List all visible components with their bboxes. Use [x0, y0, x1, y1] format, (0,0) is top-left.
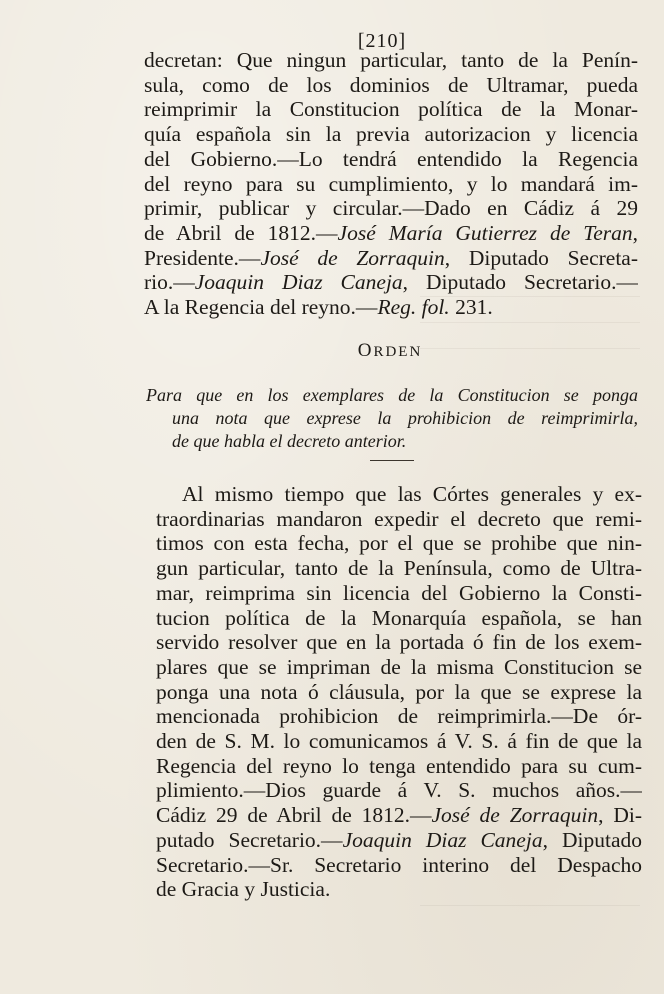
- heading-initial: O: [357, 340, 374, 361]
- text-line: mar, reimprima sin licencia del Gobierno la Consti-: [156, 580, 642, 605]
- order-subtitle: [146, 384, 638, 453]
- text-line: tucion política de la Monarquía española, se han: [156, 605, 642, 630]
- text-line: mencionada prohibicion de reimprimirla.—De ór-: [156, 704, 642, 729]
- text-line: putado Secretario.—Joaquin Diaz Caneja, Diputado: [156, 827, 642, 852]
- subtitle-line: Para que en los exemplares de la Constitucion se ponga: [146, 385, 638, 405]
- text-line: reimprimir la Constitucion política de la Monar-: [144, 97, 638, 122]
- section-heading-orden: [0, 340, 664, 362]
- text-line: quía española sin la previa autorizacion y licencia: [144, 122, 638, 147]
- text-line: traordinarias mandaron expedir el decreto que remi-: [156, 506, 642, 531]
- subtitle-line: de que habla el decreto anterior.: [172, 431, 407, 451]
- text-line: plares que se impriman de la misma Constitucion se: [156, 654, 642, 679]
- text-line: Cádiz 29 de Abril de 1812.—José de Zorraquin, Di-: [156, 803, 642, 828]
- text-line: sula, como de los dominios de Ultramar, pueda: [144, 72, 638, 97]
- heading-rest: RDEN: [373, 344, 423, 360]
- text-line: ponga una nota ó cláusula, por la que se exprese la: [156, 679, 642, 704]
- page-number: [210]: [357, 30, 407, 52]
- text-line: del reyno para su cumplimiento, y lo mandará im-: [144, 171, 638, 196]
- text-line: de Gracia y Justicia.: [156, 877, 331, 902]
- text-line: Secretario.—Sr. Secretario interino del Despacho: [156, 852, 642, 877]
- bleed-through-mark: [420, 905, 640, 906]
- text-line: gun particular, tanto de la Península, como de Ultra-: [156, 556, 642, 581]
- text-line: Presidente.—José de Zorraquin, Diputado Secreta-: [144, 245, 638, 270]
- decree-paragraph: [144, 48, 638, 320]
- text-line: Al mismo tiempo que las Córtes generales y ex-: [182, 482, 642, 506]
- text-line: del Gobierno.—Lo tendrá entendido la Regencia: [144, 146, 638, 171]
- text-line: de Abril de 1812.—José María Gutierrez de Teran,: [144, 220, 638, 245]
- text-line: primir, publicar y circular.—Dado en Cádiz á 29: [144, 196, 638, 221]
- subtitle-line: una nota que exprese la prohibicion de reimprimirla,: [172, 408, 638, 428]
- section-divider: [370, 460, 414, 461]
- text-line: A la Regencia del reyno.—Reg. fol. 231.: [144, 295, 493, 320]
- order-paragraph: [156, 482, 642, 902]
- text-line: plimiento.—Dios guarde á V. S. muchos años.—: [156, 778, 642, 803]
- bleed-through-mark: [420, 322, 640, 323]
- text-line: servido resolver que en la portada ó fin de los exem-: [156, 630, 642, 655]
- text-line: timos con esta fecha, por el que se prohibe que nin-: [156, 531, 642, 556]
- text-line: decretan: Que ningun particular, tanto de la Penín-: [144, 48, 638, 72]
- text-line: rio.—Joaquin Diaz Caneja, Diputado Secretario.—: [144, 270, 638, 295]
- text-line: Regencia del reyno lo tenga entendido para su cum-: [156, 753, 642, 778]
- text-line: den de S. M. lo comunicamos á V. S. á fin de que la: [156, 729, 642, 754]
